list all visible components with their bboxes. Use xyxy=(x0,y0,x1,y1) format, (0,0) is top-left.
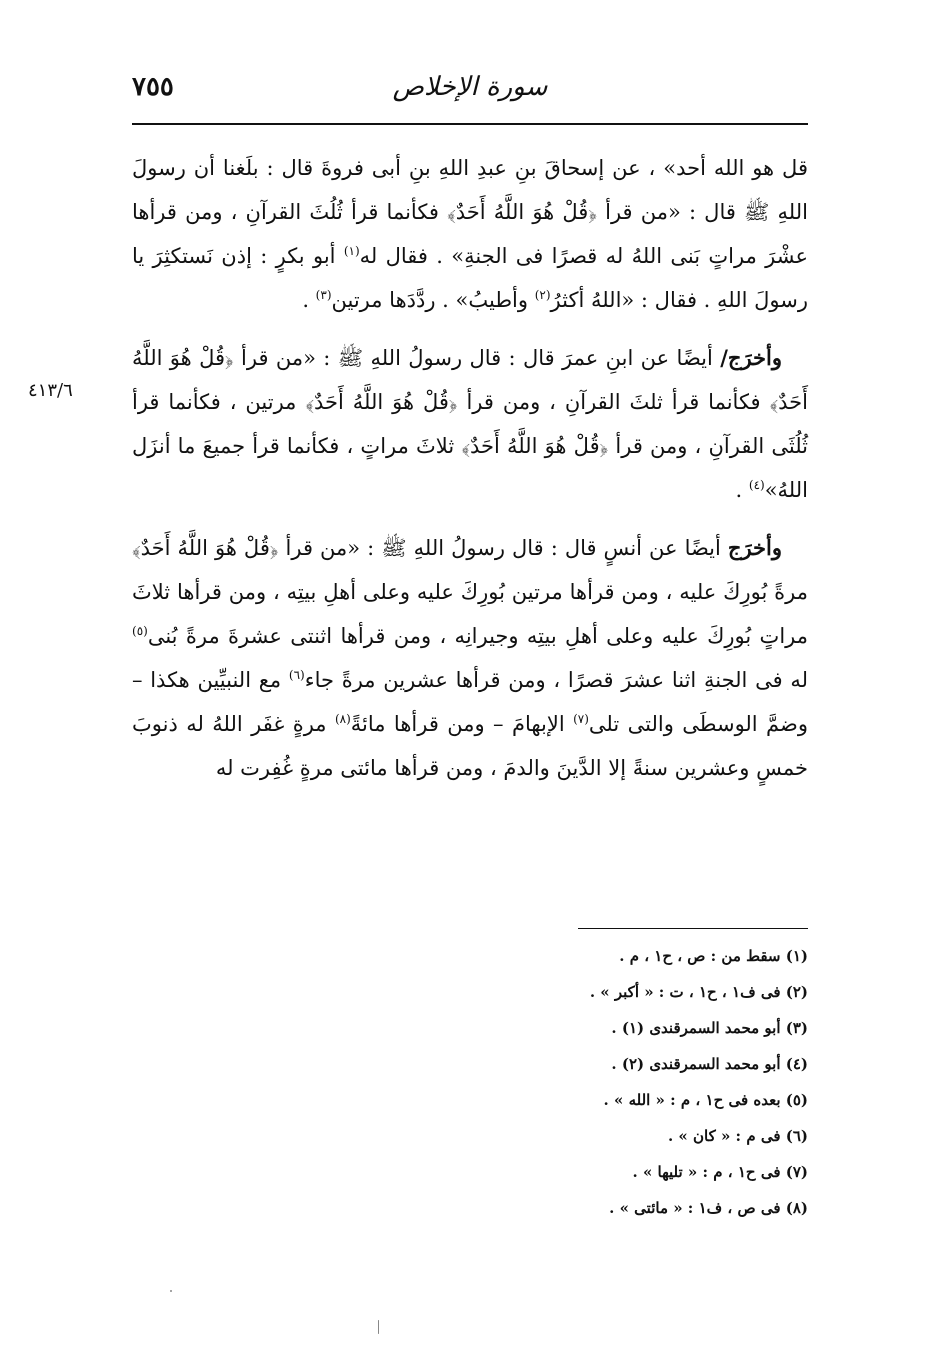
paragraph-2-lead: وأخرَج/ xyxy=(720,345,782,370)
footnote-ref-3: (٣) xyxy=(315,288,332,302)
paragraph-3-text-e: مرةٍ غفَر اللهُ له ذنوبَ خمسٍ وعشرين سنةً إلا الدَّينَ والدمَ ، ومن قرأها مائتى مرةٍ غُفِرت له xyxy=(132,712,808,780)
paragraph-3-text-b: له فى الجنةِ اثنا عشرَ قصرًا ، ومن قرأها عشرين مرةً جاء xyxy=(304,668,808,692)
footnote-2: (٢) فى ف١ ، ح١ ، ت : « أكبر » . xyxy=(589,983,808,1001)
paragraph-2-text: أيضًا عن ابنِ عمرَ قال : قال رسولُ اللهِ ﷺ : «من قرأ ﴿قُلْ هُوَ اللَّهُ أَحَدٌ﴾ فكأنما قرأ ثلثَ القرآنِ ، ومن قرأ ﴿قُلْ هُوَ اللَّهُ أَحَدٌ﴾ مرتين ، فكأنما قرأ ثُلُثَى القرآنِ ، ومن قرأ ﴿قُلْ هُوَ اللَّهُ أَحَدٌ﴾ ثلاثَ مراتٍ ، فكأنما قرأ جميعَ ما أنزَل اللهُ» xyxy=(132,346,808,502)
running-title: سورة الإخلاص xyxy=(392,72,548,102)
paragraph-3 xyxy=(132,526,808,790)
paragraph-3-text-c: مع النبيِّين هكذا – وضمَّ الوسطَى والتى تلى xyxy=(132,668,808,736)
paragraph-1 xyxy=(132,146,808,322)
footnote-8: (٨) فى ص ، ف١ : « مائتى » . xyxy=(609,1199,808,1217)
paragraph-3-text: أيضًا عن أنسٍ قال : قال رسولُ اللهِ ﷺ : «من قرأ ﴿قُلْ هُوَ اللَّهُ أَحَدٌ﴾ مرةً بُورِكَ عليه ، ومن قرأها مرتين بُورِكَ عليه وعلى أهلِ بيتِه ، ومن قرأها ثلاثَ مراتٍ بُورِكَ عليه وعلى أهلِ بيتِه وجيرانِه ، ومن قرأها اثنتى عشرةَ مرةً بُنى xyxy=(132,536,808,648)
footnote-ref-5: (٥) xyxy=(132,624,148,638)
footnote-ref-8: (٨) xyxy=(334,712,351,726)
footnote-ref-1: (١) xyxy=(343,244,360,258)
footnote-5: (٥) بعده فى ح١ ، م : « الله » . xyxy=(603,1091,808,1109)
footnote-7: (٧) فى ح١ ، م : « تليها » . xyxy=(632,1163,808,1181)
paragraph-1-text-b: أبو بكرٍ : إذن نَستكثِرَ يا رسولَ اللهِ . فقال : «اللهُ أكثرُ xyxy=(132,244,808,312)
paragraph-1-text-d: . xyxy=(302,288,316,312)
footnote-ref-2: (٢) xyxy=(534,288,551,302)
footnotes xyxy=(508,938,808,1226)
paragraph-2 xyxy=(132,336,808,512)
footnote-rule xyxy=(578,928,808,929)
footnote-ref-7: (٧) xyxy=(573,712,589,726)
paragraph-2-text-b: . xyxy=(735,478,749,502)
paragraph-3-text-d: الإبهامَ – ومن قرأها مائةً xyxy=(350,712,574,736)
footnote-6: (٦) فى م : « كان » . xyxy=(667,1127,808,1145)
scan-speck xyxy=(378,1320,379,1334)
page-number: ٧٥٥ xyxy=(132,72,174,102)
scan-speck xyxy=(170,1290,172,1292)
footnote-4: (٤) أبو محمد السمرقندى (٢) . xyxy=(611,1055,808,1073)
paragraph-1-text-c: وأطيبُ» . ردَّدَها مرتين xyxy=(331,288,535,312)
page-header xyxy=(132,60,808,118)
paragraph-3-lead: وأخرَج xyxy=(727,535,782,560)
main-text xyxy=(132,146,808,804)
header-rule xyxy=(132,123,808,125)
footnote-ref-4: (٤) xyxy=(748,478,765,492)
footnote-ref-6: (٦) xyxy=(288,668,305,682)
footnote-1: (١) سقط من : ص ، ح١ ، م . xyxy=(619,947,808,965)
footnote-3: (٣) أبو محمد السمرقندى (١) . xyxy=(611,1019,808,1037)
margin-reference: ٤١٣/٦ xyxy=(28,380,73,401)
paragraph-1-text: قل هو الله أحد» ، عن إسحاقَ بنِ عبدِ اللهِ بنِ أبى فروةَ قال : بلَغنا أن رسولَ اللهِ ﷺ قال : «من قرأ ﴿قُلْ هُوَ اللَّهُ أَحَدٌ﴾ فكأنما قرأ ثُلُثَ القرآنِ ، ومن قرأها عشْرَ مراتٍ بَنى اللهُ له قصرًا فى الجنةِ» . فقال له xyxy=(132,156,808,268)
